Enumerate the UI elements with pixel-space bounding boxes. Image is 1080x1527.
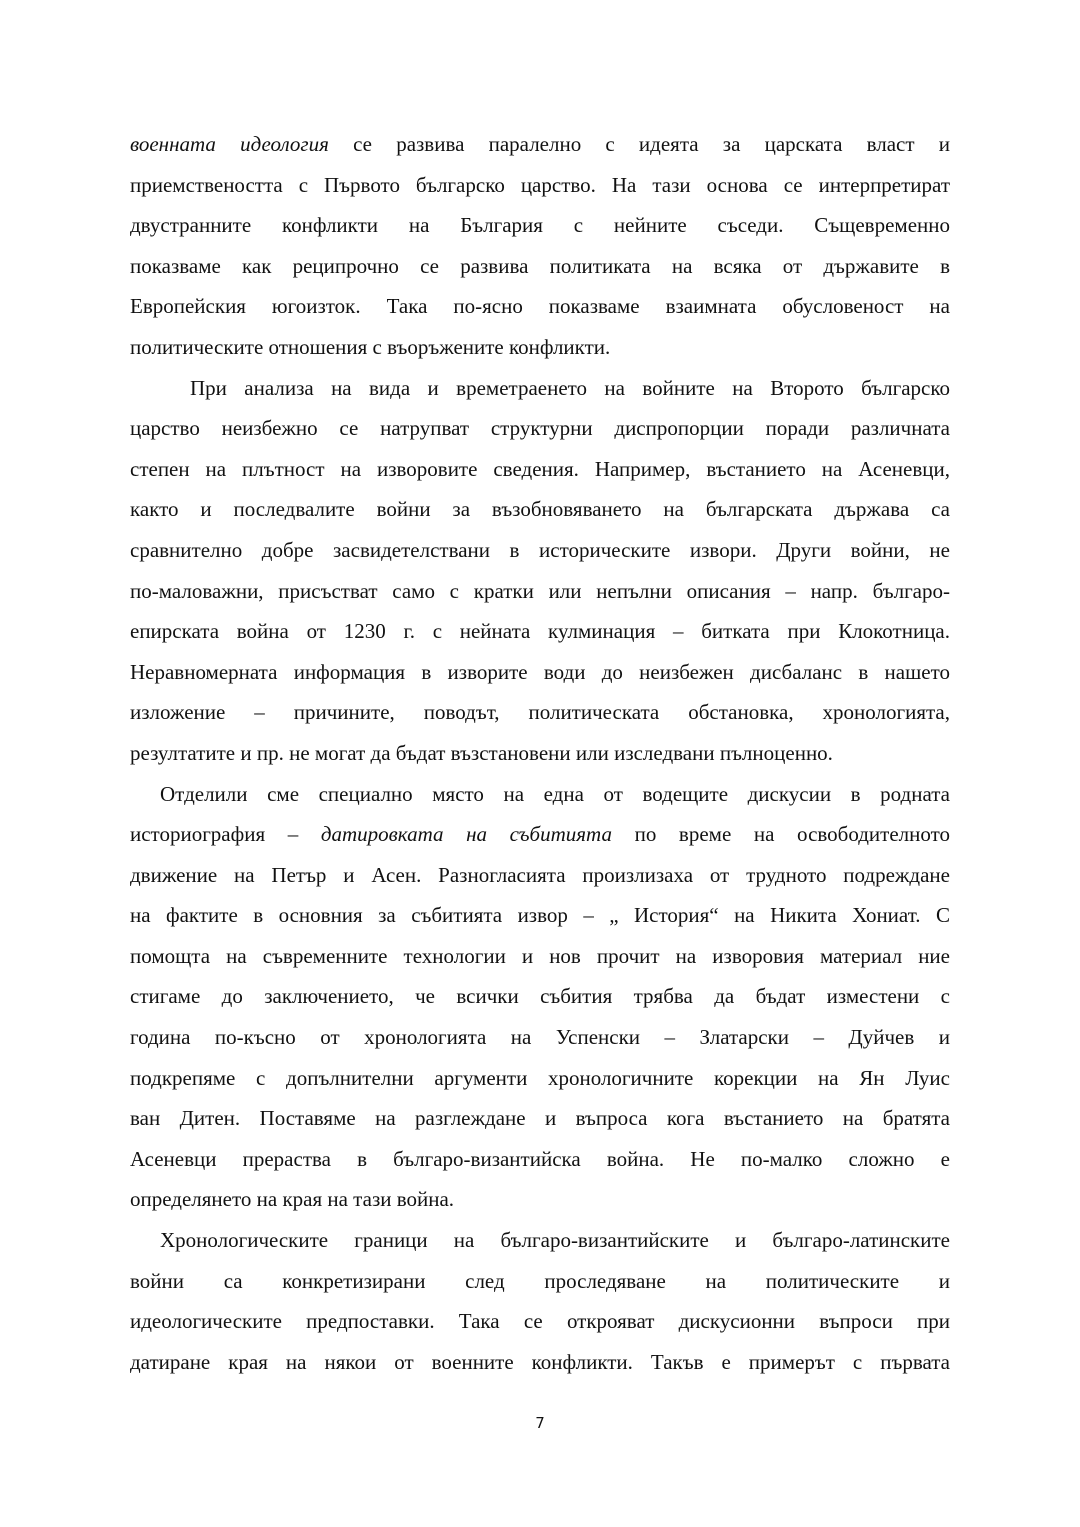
text-run: Неравномерната информация в изворите води до неизбежен дисбаланс в нашето [130,659,950,684]
text-line [130,408,950,449]
text-run: сравнително добре засвидетелствани в историческите извори. Други войни, не [130,537,950,562]
text-line [130,489,950,530]
text-run: политическите отношения с въоръжените конфликти. [130,334,611,359]
text-line [130,1098,950,1139]
text-line [130,246,950,287]
text-run: ван Дитен. Поставяме на разглеждане и въпроса кога въстанието на братята [130,1106,950,1131]
text-line [130,165,950,206]
text-run: датиране края на някои от военните конфликти. Такъв е примерът с първата [130,1349,950,1374]
text-run: историография – [130,822,321,847]
text-run: Асеневци прераства в българо-византийска война. Не по-малко сложно е [130,1146,950,1171]
text-line [130,530,950,571]
text-line [130,1017,950,1058]
text-run: на фактите в основния за събитията извор – „ История“ на Никита Хониат. С [130,903,950,928]
text-run: помощта на съвременните технологии и нов прочит на изворовия материал ние [130,943,950,968]
text-line [130,1179,950,1220]
text-line [130,1261,950,1302]
text-run: идеологическите предпоставки. Така се открояват дискусионни въпроси при [130,1309,950,1334]
text-run: по време на освободителното [611,822,951,847]
text-line [130,652,950,693]
text-run: изложение – причините, поводът, политическата обстановка, хронологията, [130,700,950,725]
text-line [130,205,950,246]
text-line [130,571,950,612]
text-run: войни са конкретизирани след проследяване на политическите и [130,1268,950,1293]
text-run: двустранните конфликти на България с нейните съседи. Същевременно [130,213,950,238]
text-run: резултатите и пр. не могат да бъдат възстановени или изследвани пълноценно. [130,740,833,765]
text-line [130,976,950,1017]
italic-text: датировката на събитията [320,822,612,847]
text-line [130,368,950,409]
text-line [130,327,950,368]
text-line [130,895,950,936]
text-line [130,936,950,977]
text-line [130,286,950,327]
text-run: движение на Петър и Асен. Разногласията произлизаха от трудното подреждане [130,862,950,887]
text-run: по-маловажни, присъстват само с кратки или непълни описания – напр. българо- [130,578,950,603]
text-run: Хронологическите граници на българо-византийските и българо-латинските [160,1228,950,1253]
text-line [130,1058,950,1099]
text-run: определянето на края на тази война. [130,1187,455,1212]
text-run: както и последвалите войни за възобновяването на българската държава са [130,497,950,522]
body-text [130,124,950,1382]
text-line [130,1301,950,1342]
text-line [130,124,950,165]
text-run: се развива паралелно с идеята за царската власт и [328,132,950,156]
text-run: Европейския югоизток. Така по-ясно показваме взаимната обусловеност на [130,294,950,319]
text-run: приемствеността с Първото българско царство. На тази основа се интерпретират [130,172,950,197]
italic-text: военната идеология [130,132,329,156]
text-run: При анализа на вида и времетраенето на войните на Второто българско [190,375,950,400]
text-run: епирската война от 1230 г. с нейната кулминация – битката при Клокотница. [130,619,950,644]
text-run: подкрепяме с допълнителни аргументи хронологичните корекции на Ян Луис [130,1065,950,1090]
text-line [130,733,950,774]
text-run: година по-късно от хронологията на Успенски – Златарски – Дуйчев и [130,1025,950,1050]
page-number: 7 [535,1414,545,1432]
text-run: царство неизбежно се натрупват структурни диспропорции поради различната [130,416,950,441]
text-line [130,692,950,733]
text-run: показваме как реципрочно се развива политиката на всяка от държавите в [130,253,950,278]
text-line [130,449,950,490]
text-line [130,1139,950,1180]
text-run: Отделили сме специално място на една от водещите дискусии в родната [160,781,950,806]
text-run: степен на плътност на изворовите сведения. Например, въстанието на Асеневци, [130,456,950,481]
text-line [130,611,950,652]
text-line [130,855,950,896]
text-line [130,1342,950,1383]
text-line [130,774,950,815]
text-run: стигаме до заключението, че всички събития трябва да бъдат изместени с [130,984,950,1009]
text-line [130,1220,950,1261]
text-line [130,814,950,855]
